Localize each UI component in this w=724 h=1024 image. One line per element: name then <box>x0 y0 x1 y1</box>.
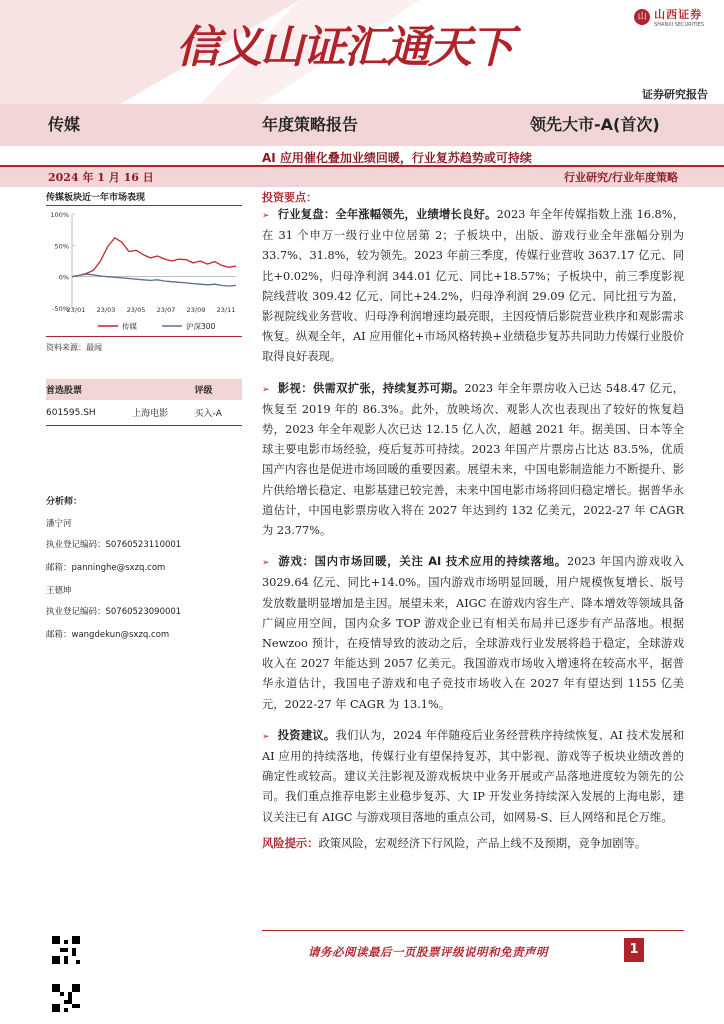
disclaimer-note: 请务必阅读最后一页股票评级说明和免责声明 <box>308 945 548 959</box>
footer-divider <box>262 930 684 931</box>
section-heading: 投资要点： <box>262 191 317 204</box>
paragraph-text: 2023 年国内游戏收入 3029.64 亿元、同比+14.0%。国内游戏市场明显回暖，用户规模恢复增长、版号发放数量明显增加是主因。展望未来，AIGC 在游戏内容生产、降本增效等领域具备广阔应用空间，国内众多 TOP 游戏企业已有相关布局并已逐步有产品落地。根据 Newzoo 预计，在疫情导致的波动之后，全球游戏行业发展将趋于稳定，全球游戏收入在 2027 年能达到 2057 亿美元。我国游戏市场收入增速将在较高水平，据普华永道估计，我国电子游戏和电子竞技市场收入在 2027 年有望达到 1155 亿美元，2022-27 年 CAGR 为 13.1%。 <box>262 555 684 711</box>
paragraph-film <box>262 379 684 542</box>
series-line <box>72 274 236 286</box>
x-tick-label: 23/11 <box>216 306 236 314</box>
analyst-name: 潘宁河 <box>46 519 72 529</box>
report-category: 行业研究/行业年度策略 <box>563 171 678 184</box>
arrow-bullet-icon: ➢ <box>262 731 270 742</box>
industry-name: 传媒 <box>48 115 81 134</box>
slogan-text: 信义山证汇通天下 <box>176 22 512 73</box>
legend-label: 传媒 <box>122 322 137 331</box>
y-tick-label: 100% <box>50 211 69 219</box>
qr-code-icon[interactable] <box>52 936 80 964</box>
y-tick-label: 50% <box>54 242 69 251</box>
report-subtitle: AI 应用催化叠加业绩回暖，行业复苏趋势或可持续 <box>262 151 532 165</box>
logo-cn: 山西证券 <box>654 8 703 21</box>
paragraph-text: 2023 年全年票房收入已达 548.47 亿元，恢复至 2019 年的 86.3%。此外，放映场次、观影人次也表现出了较好的恢复趋势，2023 年全年观影人次已达 12.15 亿人次，超越 2021 年。据美国、日本等全球主要电影市场经验，疫后复苏可持续。2023 年国产片票房占比达 83.5%，优质国产内容也是促进市场回暖的重要因素。展望未来，中国电影制造能力不断提升、影片供给增长稳定、电影基建已较完善，未来中国电影市场将回归稳定增长。据普华永道估计，中国电影票房收入将在 2027 年达到约 132 亿美元，2022-27 年 CAGR 为 23.77%。 <box>262 381 684 538</box>
page-number: 1 <box>624 938 644 962</box>
arrow-bullet-icon: ➢ <box>262 211 270 221</box>
series-line <box>72 238 236 277</box>
paragraph-lead: 投资建议。 <box>277 728 336 742</box>
y-tick-label: 0% <box>58 273 69 282</box>
x-tick-label: 23/09 <box>186 306 206 314</box>
analysts-block <box>46 494 242 640</box>
y-tick-label: -50% <box>52 305 69 313</box>
x-tick-label: 23/01 <box>66 306 86 314</box>
table-header-blank <box>132 379 194 400</box>
analyst-cert: 执业登记编码：S0760523110001 <box>46 540 182 550</box>
x-tick-label: 23/05 <box>126 306 146 314</box>
analysts-heading: 分析师： <box>46 497 83 507</box>
market-chart <box>46 206 242 334</box>
paragraph-lead: 行业复盘：全年涨幅领先，业绩增长良好。 <box>277 208 497 221</box>
industry-rating: 领先大市-A(首次) <box>530 115 660 134</box>
stock-name: 上海电影 <box>132 400 194 426</box>
logo-mark-icon: 山 <box>634 9 650 25</box>
left-column <box>46 188 242 651</box>
arrow-bullet-icon: ➢ <box>262 558 270 569</box>
analyst-email[interactable]: 邮箱：panninghe@sxzq.com <box>46 563 166 573</box>
stock-rating: 买入-A <box>195 400 243 426</box>
paragraph-lead: 影视：供需双扩张，持续复苏可期。 <box>277 381 465 395</box>
arrow-bullet-icon: ➢ <box>262 384 270 395</box>
preferred-stocks-table <box>46 379 242 426</box>
table-header-stock: 首选股票 <box>46 379 132 400</box>
analyst-cert: 执业登记编码：S0760523090001 <box>46 607 182 617</box>
paragraph-games <box>262 552 684 715</box>
paragraph-advice <box>262 726 684 828</box>
table-row <box>46 400 242 426</box>
analyst-email[interactable]: 邮箱：wangdekun@sxzq.com <box>46 630 170 640</box>
analyst-name: 王德坤 <box>46 586 72 596</box>
risk-text: 政策风险，宏观经济下行风险，产品上线不及预期，竞争加剧等。 <box>318 836 647 850</box>
market-chart-svg <box>46 206 242 334</box>
report-kind: 年度策略报告 <box>262 115 359 134</box>
paragraph-lead: 游戏：国内市场回暖，关注 AI 技术应用的持续落地。 <box>277 555 567 569</box>
risk-label: 风险提示： <box>262 836 319 850</box>
paragraph-text: 2023 年全年传媒指数上涨 16.8%，在 31 个申万一级行业中位居第 2；子板块中，出版、游戏行业全年涨幅分别为 33.7%、31.8%，较为领先。2023 年前三季度，传媒行业营收 3637.17 亿元、同比+0.02%，归母净利润 344.01 亿元、同比+18.57%；子板块中，前三季度影视院线营收 309.42 亿元、同比+24.2%，归母净利润 29.09 亿元、同比扭亏为盈，影视院线业务营收、归母净利润增速均最亮眼，主因疫情后影院营业秩序和观影需求恢复。纵观全年，AI 应用催化+市场风格转换+业绩稳步复苏共同助力传媒行业股价取得良好表现。 <box>262 208 684 364</box>
paragraph-review <box>262 205 684 368</box>
table-header-rating: 评级 <box>195 379 243 400</box>
report-type: 证券研究报告 <box>642 88 708 101</box>
x-tick-label: 23/07 <box>156 306 176 314</box>
report-banner <box>0 0 724 104</box>
slogan-art <box>0 0 724 104</box>
paragraph-text: 我们认为，2024 年伴随疫后业务经营秩序持续恢复、AI 技术发展和 AI 应用的持续落地，传媒行业有望保持复苏，其中影视、游戏等子板块业绩改善的确定性或较高。建议关注影视及游戏板块中业务开展或产品落地进度较为领先的公司。我们重点推荐电影主业稳步复苏、大 IP 开发业务持续深入发展的上海电影，建议关注已有 AIGC 与游戏项目落地的重点公司，如网易-S、巨人网络和昆仑万维。 <box>262 728 684 824</box>
company-logo <box>634 6 704 28</box>
report-date: 2024 年 1 月 16 日 <box>48 171 154 184</box>
chart-title: 传媒板块近一年市场表现 <box>46 188 242 206</box>
stock-code: 601595.SH <box>46 400 132 426</box>
data-source: 资料来源：最闻 <box>46 336 242 353</box>
risk-warning <box>262 834 684 854</box>
main-content <box>262 191 684 854</box>
qr-code-icon[interactable] <box>52 984 80 1012</box>
x-tick-label: 23/03 <box>96 306 116 314</box>
legend-label: 沪深300 <box>186 322 216 331</box>
logo-en: SHANXI SECURITIES <box>654 22 704 28</box>
